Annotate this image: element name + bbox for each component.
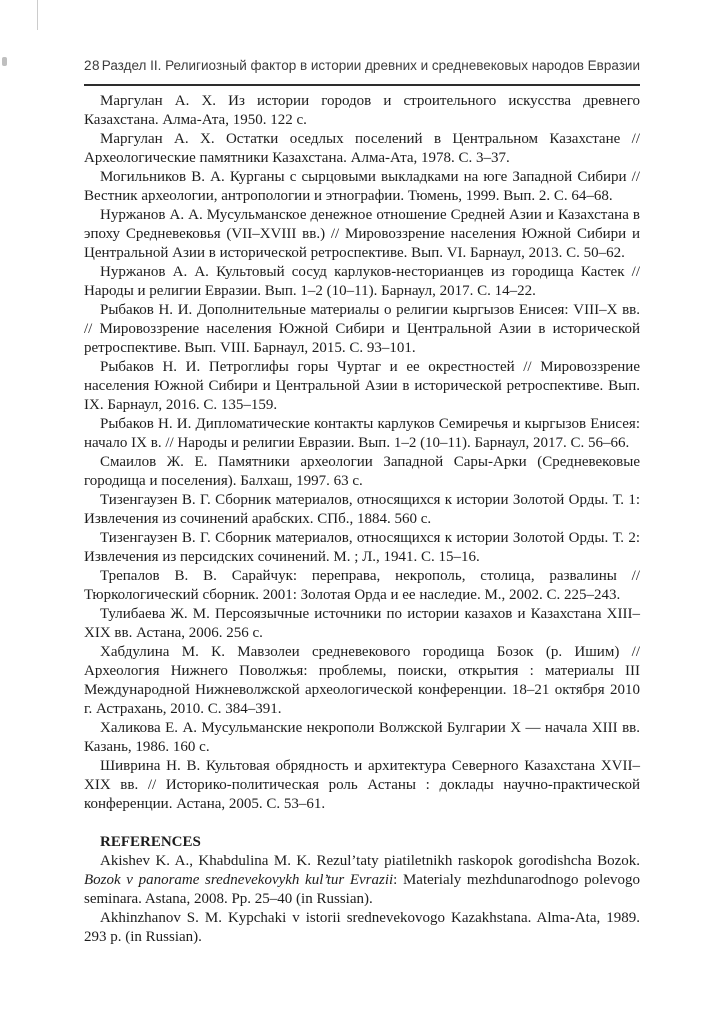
page-number: 28: [84, 58, 101, 73]
entry-text: : Materialy mezhdunarodnogo polevogo seminara. Astana, 2008. Pp. 25–40 (in Russian).: [84, 872, 641, 907]
bibliography-entry: Нуржанов А. А. Мусульманское денежное отношение Средней Азии и Казахстана в эпоху Средневековья (VII–XVIII вв.) // Мировоззрение населения Южной Сибири и Центральной Азии в исторической ретроспективе. Вып. VI. Барнаул, 2013. С. 50–62.: [84, 207, 640, 261]
bibliography-entry: Смаилов Ж. Е. Памятники археологии Западной Сары-Арки (Средневековые городища и поселения). Балхаш, 1997. 63 с.: [84, 454, 640, 489]
entry-italic-title: Bozok v panorame srednevekovykh kul’tur Evrazii: [84, 872, 394, 888]
page-header: [84, 58, 640, 73]
bibliography-entry: Шиврина Н. В. Культовая обрядность и архитектура Северного Казахстана XVII–XIX вв. // Историко-политическая роль Астаны : доклады научно-практической конференции. Астана, 2005. С. 53–61.: [84, 758, 640, 812]
bibliography-entry-translit: Akhinzhanov S. M. Kypchaki v istorii srednevekovogo Kazakhstana. Alma-Ata, 1989. 293 p. (in Russian).: [84, 910, 640, 945]
header-rule: [84, 84, 640, 86]
bibliography-entry: Нуржанов А. А. Культовый сосуд карлуков-несторианцев из городища Кастек // Народы и религии Евразии. Вып. 1–2 (10–11). Барнаул, 2017. С. 14–22.: [84, 264, 640, 299]
references-heading: REFERENCES: [100, 834, 201, 850]
bibliography-entry: Тизенгаузен В. Г. Сборник материалов, относящихся к истории Золотой Орды. Т. 1: Извлечения из сочинений арабских. СПб., 1884. 560 с.: [84, 492, 640, 527]
bibliography-entry: Трепалов В. В. Сарайчук: переправа, некрополь, столица, развалины // Тюркологический сборник. 2001: Золотая Орда и ее наследие. М., 2002. С. 225–243.: [84, 568, 640, 603]
running-title: Раздел II. Религиозный фактор в истории древних и средневековых народов Евразии: [101, 58, 640, 73]
bibliography-entry: Рыбаков Н. И. Петроглифы горы Чуртаг и ее окрестностей // Мировоззрение населения Южной Сибири и Центральной Азии в исторической ретроспективе. Вып. IX. Барнаул, 2016. С. 135–159.: [84, 359, 640, 413]
bibliography-entry-translit: [84, 852, 640, 909]
bibliography-entry: Тулибаева Ж. М. Персоязычные источники по истории казахов и Казахстана XIII–XIX вв. Астана, 2006. 256 с.: [84, 606, 640, 641]
bibliography-entry: Тизенгаузен В. Г. Сборник материалов, относящихся к истории Золотой Орды. Т. 2: Извлечения из персидских сочинений. М. ; Л., 1941. С. 15–16.: [84, 530, 640, 565]
bibliography-entry: Рыбаков Н. И. Дипломатические контакты карлуков Семиречья и кыргызов Енисея: начало IX в. // Народы и религии Евразии. Вып. 1–2 (10–11). Барнаул, 2017. С. 56–66.: [84, 416, 640, 451]
bibliography-entry: Хабдулина М. К. Мавзолеи средневекового городища Бозок (р. Ишим) // Археология Нижнего Поволжья: проблемы, поиски, открытия : материалы III Международной Нижневолжской археологической конференции. 18–21 октября 2010 г. Астрахань, 2010. С. 384–391.: [84, 644, 640, 717]
bibliography-entry: Маргулан А. Х. Из истории городов и строительного искусства древнего Казахстана. Алма-Ата, 1950. 122 с.: [84, 93, 640, 128]
bibliography-entry: Могильников В. А. Курганы с сырцовыми выкладками на юге Западной Сибири // Вестник археологии, антропологии и этнографии. Тюмень, 1999. Вып. 2. С. 64–68.: [84, 169, 640, 204]
bibliography-entry: Маргулан А. Х. Остатки оседлых поселений в Центральном Казахстане // Археологические памятники Казахстана. Алма-Ата, 1978. С. 3–37.: [84, 131, 640, 166]
entry-text: Akishev K. A., Khabdulina M. K. Rezul’taty piatiletnikh raskopok gorodishcha Bozok.: [100, 853, 640, 869]
bibliography-entry: Халикова Е. А. Мусульманские некрополи Волжской Булгарии X — начала XIII вв. Казань, 1986. 160 с.: [84, 720, 640, 755]
bibliography-list: [84, 92, 640, 947]
bibliography-entry: Рыбаков Н. И. Дополнительные материалы о религии кыргызов Енисея: VIII–X вв. // Мировоззрение населения Южной Сибири и Центральной Азии в исторической ретроспективе. Вып. VIII. Барнаул, 2015. С. 93–101.: [84, 302, 640, 356]
scan-artifact-line: [37, 0, 38, 30]
scan-artifact-dash: [2, 57, 7, 66]
